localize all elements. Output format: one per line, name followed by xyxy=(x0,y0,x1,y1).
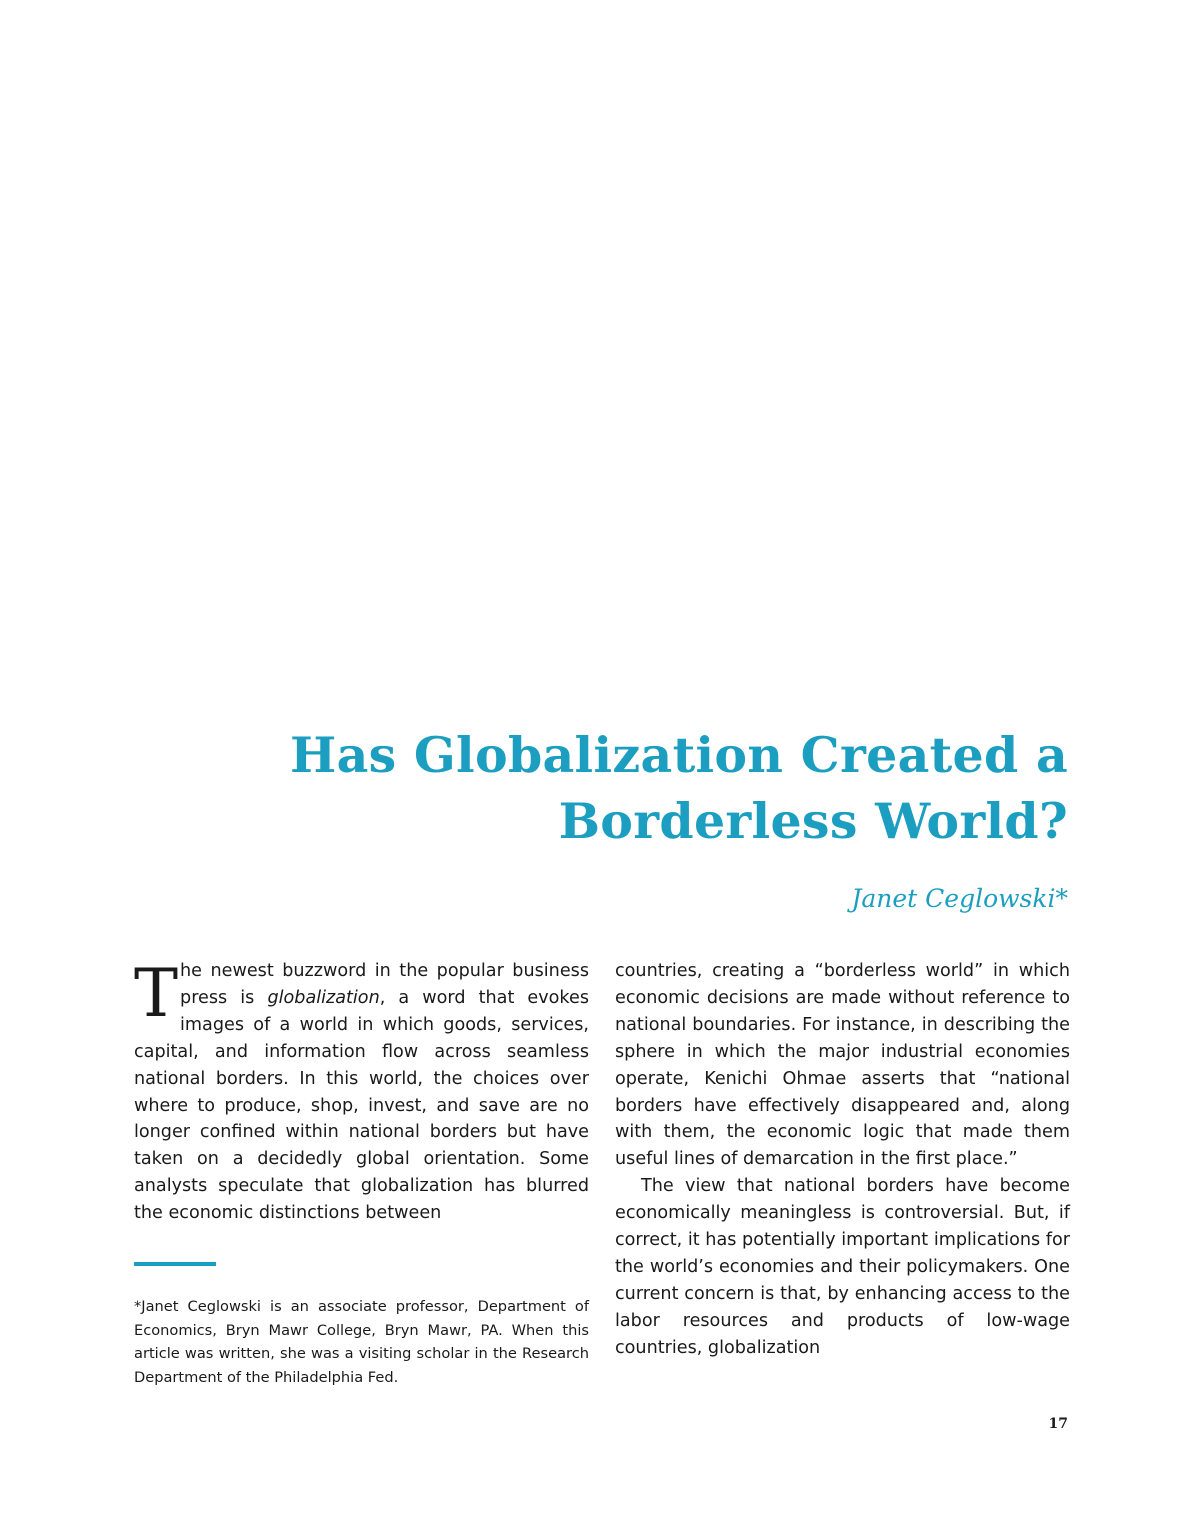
body-column-right xyxy=(615,958,1070,1362)
body-column-left xyxy=(134,955,589,1227)
paragraph-2: The view that national borders have become economically meaningless is controversial. But, if correct, it has potentially important implications for the world’s economies and their policymakers. One current concern is that, by enhancing access to the labor resources and products of low-wage countries, globalization xyxy=(615,1176,1070,1358)
footnote-divider xyxy=(134,1262,216,1266)
title-line-1: Has Globalization Created a xyxy=(290,726,1068,784)
drop-cap: T xyxy=(134,955,179,1032)
author-footnote: *Janet Ceglowski is an associate professor, Department of Economics, Bryn Mawr College, Bryn Mawr, PA. When this article was written, she was a visiting scholar in the Research Department of the Philadelphia Fed. xyxy=(134,1298,589,1386)
author-byline: Janet Ceglowski* xyxy=(851,884,1068,913)
paragraph-1-text-b: , a word that evokes images of a world in which goods, services, capital, and information flow across seamless national borders. In this world, the choices over where to produce, shop, invest, and save are no longer confined within national borders but have taken on a decidedly global orientation. Some analysts speculate that globalization has blurred the economic distinctions between xyxy=(134,987,589,1224)
paragraph-1-continued: countries, creating a “borderless world” in which economic decisions are made without reference to national boundaries. For instance, in describing the sphere in which the major industrial economies operate, Kenichi Ohmae asserts that “national borders have effectively disappeared and, along with them, the economic logic that made them useful lines of demarcation in the first place.” xyxy=(615,961,1070,1170)
article-title xyxy=(168,722,1068,854)
emphasis-term: globalization xyxy=(267,987,380,1008)
title-line-2: Borderless World? xyxy=(558,792,1068,850)
paragraph-1 xyxy=(134,955,589,1227)
page-number: 17 xyxy=(1048,1416,1068,1432)
paragraph-1-text-a: he newest buzzword in the popular business press is xyxy=(180,961,589,1008)
